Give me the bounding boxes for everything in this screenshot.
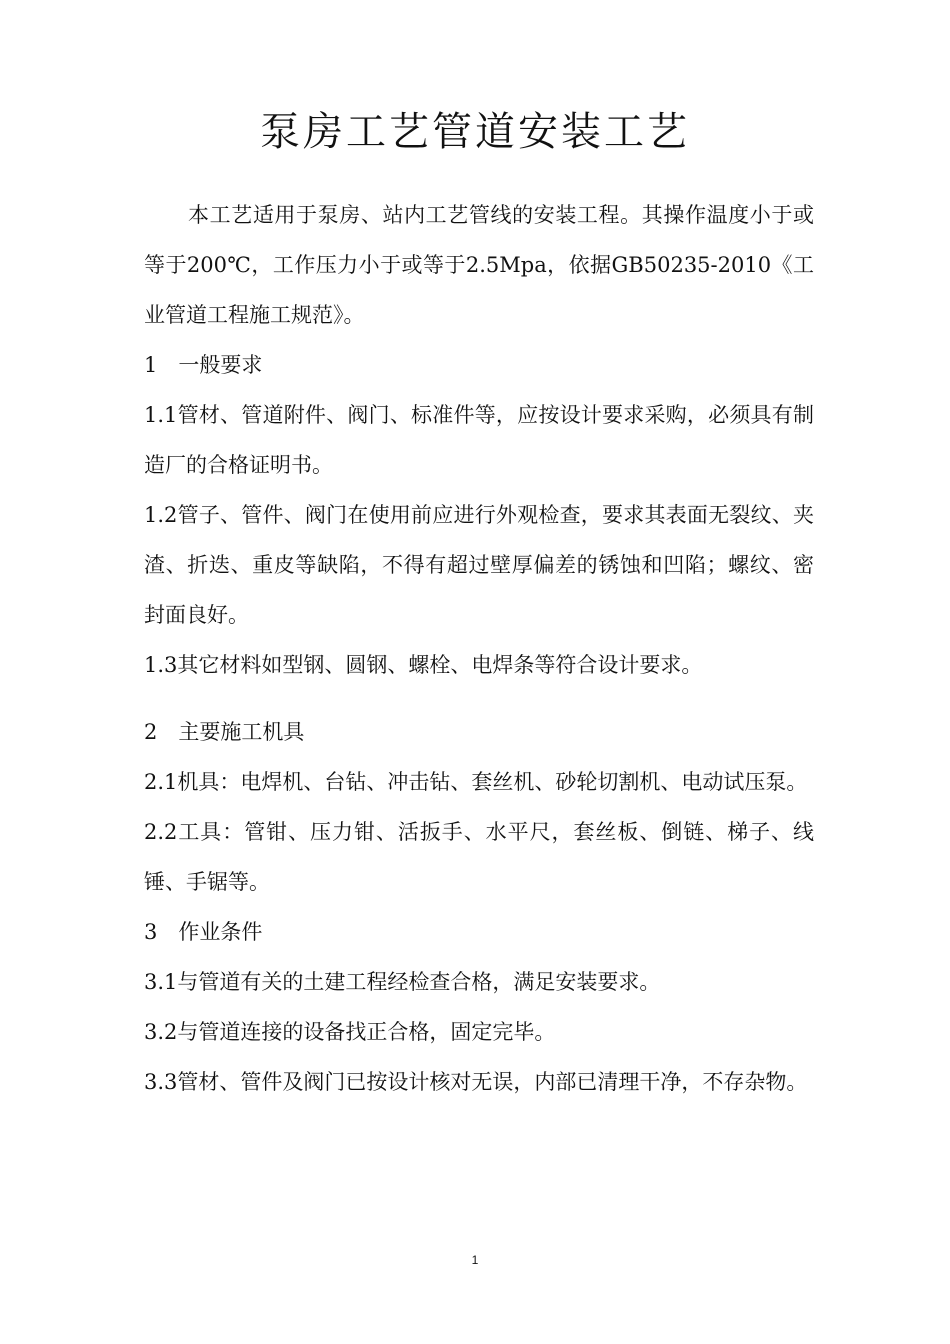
- section-heading-3: 3 作业条件: [144, 920, 263, 944]
- section-1-item-1: 1.1管材、管道附件、阀门、标准件等，应按设计要求采购，必须具有制造厂的合格证明书。: [144, 403, 814, 477]
- section-heading-2: 2 主要施工机具: [144, 720, 305, 744]
- page-number: 1: [471, 1253, 479, 1267]
- section-2-item-2: 2.2工具：管钳、压力钳、活扳手、水平尺，套丝板、倒链、梯子、线锤、手锯等。: [144, 820, 814, 894]
- document-body: [144, 190, 814, 1107]
- intro-paragraph: 本工艺适用于泵房、站内工艺管线的安装工程。其操作温度小于或等于200℃，工作压力小于或等于2.5Mpa，依据GB50235-2010《工业管道工程施工规范》。: [144, 203, 814, 327]
- section-2-item-1: 2.1机具：电焊机、台钻、冲击钻、套丝机、砂轮切割机、电动试压泵。: [144, 770, 808, 794]
- section-heading-1: 1 一般要求: [144, 353, 263, 377]
- section-1-item-2: 1.2管子、管件、阀门在使用前应进行外观检查，要求其表面无裂纹、夹渣、折迭、重皮等缺陷，不得有超过壁厚偏差的锈蚀和凹陷；螺纹、密封面良好。: [144, 503, 814, 627]
- document-title: 泵房工艺管道安装工艺: [260, 109, 690, 155]
- section-1-item-3: 1.3其它材料如型钢、圆钢、螺栓、电焊条等符合设计要求。: [144, 653, 703, 677]
- section-3-item-2: 3.2与管道连接的设备找正合格，固定完毕。: [144, 1020, 556, 1044]
- section-3-item-1: 3.1与管道有关的土建工程经检查合格，满足安装要求。: [144, 970, 661, 994]
- section-3-item-3: 3.3管材、管件及阀门已按设计核对无误，内部已清理干净，不存杂物。: [144, 1070, 808, 1094]
